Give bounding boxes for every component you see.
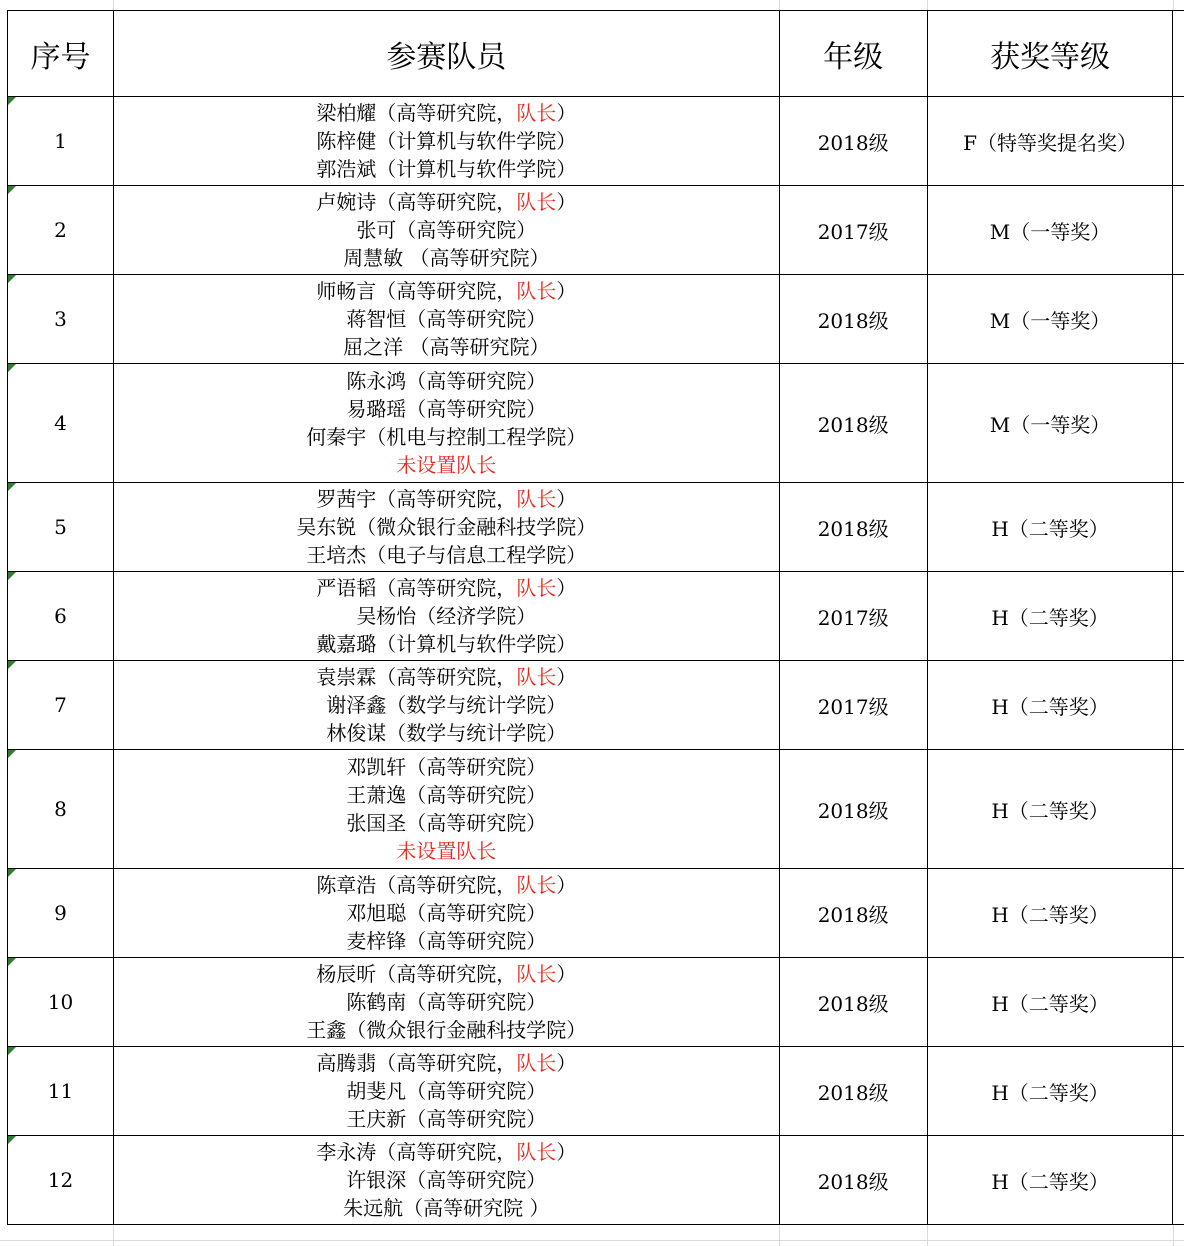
cell-members[interactable] xyxy=(113,1136,779,1225)
member-suffix: ） xyxy=(556,576,577,600)
gridline xyxy=(0,1240,1184,1241)
cell-award[interactable]: M（一等奖） xyxy=(927,364,1173,483)
captain-tag: 队长 xyxy=(516,1140,557,1164)
header-members[interactable]: 参赛队员 xyxy=(113,11,779,97)
member-line xyxy=(114,244,779,272)
member-line xyxy=(114,1166,779,1194)
cell-members[interactable] xyxy=(113,97,779,186)
cell-members[interactable] xyxy=(113,483,779,572)
cell-award[interactable]: H（二等奖） xyxy=(927,1047,1173,1136)
cell-marker-icon xyxy=(8,661,16,669)
member-list xyxy=(114,1049,779,1133)
cell-grade[interactable]: 2018级 xyxy=(779,364,927,483)
index-value: 2 xyxy=(54,218,67,242)
cell-extra[interactable] xyxy=(1173,869,1184,958)
member-name: 师畅言（高等研究院， xyxy=(316,279,517,303)
member-line xyxy=(114,719,779,747)
table-row xyxy=(8,275,1184,364)
cell-award[interactable]: H（二等奖） xyxy=(927,483,1173,572)
cell-index[interactable] xyxy=(8,483,114,572)
member-line xyxy=(114,367,779,395)
member-suffix: ） xyxy=(556,1140,577,1164)
member-name: 陈章浩（高等研究院， xyxy=(316,873,517,897)
cell-award[interactable]: H（二等奖） xyxy=(927,1136,1173,1225)
cell-index[interactable] xyxy=(8,572,114,661)
member-line xyxy=(114,99,779,127)
member-line xyxy=(114,663,779,691)
member-line xyxy=(114,216,779,244)
member-line xyxy=(114,1105,779,1133)
cell-marker-icon xyxy=(8,364,16,372)
member-suffix: ） xyxy=(556,873,577,897)
member-list xyxy=(114,663,779,747)
cell-award[interactable]: F（特等奖提名奖） xyxy=(927,97,1173,186)
index-value: 4 xyxy=(54,411,67,435)
member-name: 吴东锐（微众银行金融科技学院） xyxy=(296,515,597,539)
cell-index[interactable] xyxy=(8,958,114,1047)
member-name: 易璐瑶（高等研究院） xyxy=(346,397,547,421)
cell-extra[interactable] xyxy=(1173,97,1184,186)
cell-members[interactable] xyxy=(113,364,779,483)
member-name: 许银深（高等研究院） xyxy=(346,1168,547,1192)
member-name: 屈之洋 （高等研究院） xyxy=(343,335,550,359)
cell-marker-icon xyxy=(8,483,16,491)
member-suffix: ） xyxy=(556,487,577,511)
member-name: 李永涛（高等研究院， xyxy=(316,1140,517,1164)
member-line xyxy=(114,871,779,899)
member-name: 王萧逸（高等研究院） xyxy=(346,783,547,807)
cell-award[interactable]: M（一等奖） xyxy=(927,275,1173,364)
member-suffix: ） xyxy=(556,101,577,125)
cell-marker-icon xyxy=(8,275,16,283)
cell-members[interactable] xyxy=(113,958,779,1047)
member-name: 张国圣（高等研究院） xyxy=(346,811,547,835)
index-value: 12 xyxy=(47,1168,74,1192)
cell-index[interactable] xyxy=(8,275,114,364)
no-captain-note: 未设置队长 xyxy=(396,839,497,863)
member-list xyxy=(114,1138,779,1222)
index-value: 8 xyxy=(54,797,67,821)
cell-award[interactable]: H（二等奖） xyxy=(927,750,1173,869)
cell-index[interactable] xyxy=(8,97,114,186)
member-name: 林俊谋（数学与统计学院） xyxy=(326,721,567,745)
member-line xyxy=(114,988,779,1016)
header-extra-cell[interactable] xyxy=(1173,11,1184,97)
cell-grade[interactable]: 2017级 xyxy=(779,661,927,750)
captain-tag: 队长 xyxy=(516,101,557,125)
index-value: 10 xyxy=(47,990,74,1014)
captain-tag: 队长 xyxy=(516,576,557,600)
index-value: 11 xyxy=(47,1079,74,1103)
member-line xyxy=(114,809,779,837)
table-row xyxy=(8,572,1184,661)
cell-grade[interactable]: 2018级 xyxy=(779,958,927,1047)
member-name: 杨辰昕（高等研究院， xyxy=(316,962,517,986)
cell-grade[interactable]: 2018级 xyxy=(779,869,927,958)
member-name: 卢婉诗（高等研究院， xyxy=(316,190,517,214)
member-name: 梁柏耀（高等研究院， xyxy=(316,101,517,125)
member-line xyxy=(114,1049,779,1077)
member-name: 朱远航（高等研究院 ） xyxy=(343,1196,550,1220)
member-name: 周慧敏 （高等研究院） xyxy=(343,246,550,270)
member-line xyxy=(114,630,779,658)
cell-grade[interactable]: 2018级 xyxy=(779,275,927,364)
table-row xyxy=(8,1136,1184,1225)
cell-award[interactable]: H（二等奖） xyxy=(927,661,1173,750)
cell-marker-icon xyxy=(8,1136,16,1144)
captain-tag: 队长 xyxy=(516,279,557,303)
member-name: 吴杨怡（经济学院） xyxy=(356,604,537,628)
index-value: 1 xyxy=(54,129,67,153)
cell-extra[interactable] xyxy=(1173,364,1184,483)
cell-grade[interactable]: 2017级 xyxy=(779,186,927,275)
cell-index[interactable] xyxy=(8,869,114,958)
cell-extra[interactable] xyxy=(1173,750,1184,869)
member-line xyxy=(114,1138,779,1166)
table-row xyxy=(8,869,1184,958)
member-suffix: ） xyxy=(556,279,577,303)
member-line xyxy=(114,753,779,781)
member-suffix: ） xyxy=(556,665,577,689)
member-list xyxy=(114,277,779,361)
member-line xyxy=(114,541,779,569)
member-list xyxy=(114,753,779,865)
cell-extra[interactable] xyxy=(1173,1136,1184,1225)
captain-tag: 队长 xyxy=(516,190,557,214)
cell-index[interactable] xyxy=(8,364,114,483)
table-row xyxy=(8,750,1184,869)
cell-members[interactable] xyxy=(113,1047,779,1136)
member-name: 袁崇霖（高等研究院， xyxy=(316,665,517,689)
index-value: 6 xyxy=(54,604,67,628)
member-name: 陈梓健（计算机与软件学院） xyxy=(316,129,577,153)
cell-extra[interactable] xyxy=(1173,661,1184,750)
member-name: 胡斐凡（高等研究院） xyxy=(346,1079,547,1103)
table-row xyxy=(8,364,1184,483)
table-row xyxy=(8,661,1184,750)
member-line xyxy=(114,155,779,183)
cell-award[interactable]: H（二等奖） xyxy=(927,958,1173,1047)
member-suffix: ） xyxy=(556,1051,577,1075)
cell-marker-icon xyxy=(8,97,16,105)
member-line xyxy=(114,127,779,155)
member-line xyxy=(114,781,779,809)
cell-members[interactable] xyxy=(113,186,779,275)
member-line xyxy=(114,1077,779,1105)
member-name: 王庆新（高等研究院） xyxy=(346,1107,547,1131)
member-list xyxy=(114,871,779,955)
cell-extra[interactable] xyxy=(1173,1047,1184,1136)
member-line xyxy=(114,960,779,988)
cell-index[interactable] xyxy=(8,661,114,750)
member-name: 戴嘉璐（计算机与软件学院） xyxy=(316,632,577,656)
member-line xyxy=(114,899,779,927)
captain-tag: 队长 xyxy=(516,487,557,511)
member-line xyxy=(114,927,779,955)
member-name: 何秦宇（机电与控制工程学院） xyxy=(306,425,587,449)
member-line xyxy=(114,602,779,630)
member-suffix: ） xyxy=(556,962,577,986)
cell-members[interactable] xyxy=(113,750,779,869)
captain-tag: 队长 xyxy=(516,1051,557,1075)
member-line xyxy=(114,513,779,541)
cell-grade[interactable]: 2018级 xyxy=(779,1136,927,1225)
index-value: 3 xyxy=(54,307,67,331)
table-row xyxy=(8,483,1184,572)
index-value: 9 xyxy=(54,901,67,925)
cell-members[interactable] xyxy=(113,572,779,661)
member-name: 罗茜宇（高等研究院， xyxy=(316,487,517,511)
cell-marker-icon xyxy=(8,572,16,580)
member-name: 郭浩斌（计算机与软件学院） xyxy=(316,157,577,181)
member-line xyxy=(114,691,779,719)
member-name: 王培杰（电子与信息工程学院） xyxy=(306,543,587,567)
header-row xyxy=(8,11,1184,97)
member-list xyxy=(114,574,779,658)
cell-members[interactable] xyxy=(113,661,779,750)
award-table xyxy=(7,10,1184,1225)
member-list xyxy=(114,960,779,1044)
member-name: 谢泽鑫（数学与统计学院） xyxy=(326,693,567,717)
cell-grade[interactable]: 2018级 xyxy=(779,97,927,186)
cell-extra[interactable] xyxy=(1173,483,1184,572)
member-line xyxy=(114,423,779,451)
table-row xyxy=(8,97,1184,186)
member-name: 高腾翡（高等研究院， xyxy=(316,1051,517,1075)
member-line xyxy=(114,1016,779,1044)
cell-index[interactable] xyxy=(8,750,114,869)
table-row xyxy=(8,1047,1184,1136)
cell-award[interactable]: H（二等奖） xyxy=(927,869,1173,958)
header-award[interactable]: 获奖等级 xyxy=(927,11,1173,97)
cell-marker-icon xyxy=(8,186,16,194)
member-name: 张可（高等研究院） xyxy=(356,218,537,242)
cell-marker-icon xyxy=(8,958,16,966)
cell-members[interactable] xyxy=(113,869,779,958)
member-line xyxy=(114,333,779,361)
member-line xyxy=(114,305,779,333)
cell-members[interactable] xyxy=(113,275,779,364)
cell-grade[interactable]: 2018级 xyxy=(779,1047,927,1136)
cell-grade[interactable]: 2017级 xyxy=(779,572,927,661)
header-grade[interactable]: 年级 xyxy=(779,11,927,97)
member-suffix: ） xyxy=(556,190,577,214)
member-name: 王鑫（微众银行金融科技学院） xyxy=(306,1018,587,1042)
cell-grade[interactable]: 2018级 xyxy=(779,750,927,869)
table-row xyxy=(8,186,1184,275)
index-value: 7 xyxy=(54,693,67,717)
cell-extra[interactable] xyxy=(1173,186,1184,275)
cell-extra[interactable] xyxy=(1173,572,1184,661)
member-line xyxy=(114,277,779,305)
cell-index[interactable] xyxy=(8,1136,114,1225)
member-name: 邓凯轩（高等研究院） xyxy=(346,755,547,779)
member-list xyxy=(114,367,779,479)
member-list xyxy=(114,99,779,183)
captain-tag: 队长 xyxy=(516,962,557,986)
member-name: 陈永鸿（高等研究院） xyxy=(346,369,547,393)
cell-marker-icon xyxy=(8,750,16,758)
no-captain-note: 未设置队长 xyxy=(396,453,497,477)
member-line xyxy=(114,574,779,602)
cell-award[interactable]: H（二等奖） xyxy=(927,572,1173,661)
member-line xyxy=(114,1194,779,1222)
table-row xyxy=(8,958,1184,1047)
member-line xyxy=(114,395,779,423)
member-name: 蒋智恒（高等研究院） xyxy=(346,307,547,331)
header-index[interactable]: 序号 xyxy=(8,11,114,97)
member-name: 邓旭聪（高等研究院） xyxy=(346,901,547,925)
table-body xyxy=(8,97,1184,1225)
cell-extra[interactable] xyxy=(1173,275,1184,364)
member-list xyxy=(114,188,779,272)
member-list xyxy=(114,485,779,569)
member-line xyxy=(114,485,779,513)
cell-marker-icon xyxy=(8,869,16,877)
cell-index[interactable] xyxy=(8,186,114,275)
cell-index[interactable] xyxy=(8,1047,114,1136)
member-name: 麦梓锋（高等研究院） xyxy=(346,929,547,953)
member-line xyxy=(114,188,779,216)
member-name: 严语韬（高等研究院， xyxy=(316,576,517,600)
cell-extra[interactable] xyxy=(1173,958,1184,1047)
cell-marker-icon xyxy=(8,1047,16,1055)
member-name: 陈鹤南（高等研究院） xyxy=(346,990,547,1014)
index-value: 5 xyxy=(54,515,67,539)
captain-tag: 队长 xyxy=(516,665,557,689)
cell-grade[interactable]: 2018级 xyxy=(779,483,927,572)
cell-award[interactable]: M（一等奖） xyxy=(927,186,1173,275)
captain-tag: 队长 xyxy=(516,873,557,897)
